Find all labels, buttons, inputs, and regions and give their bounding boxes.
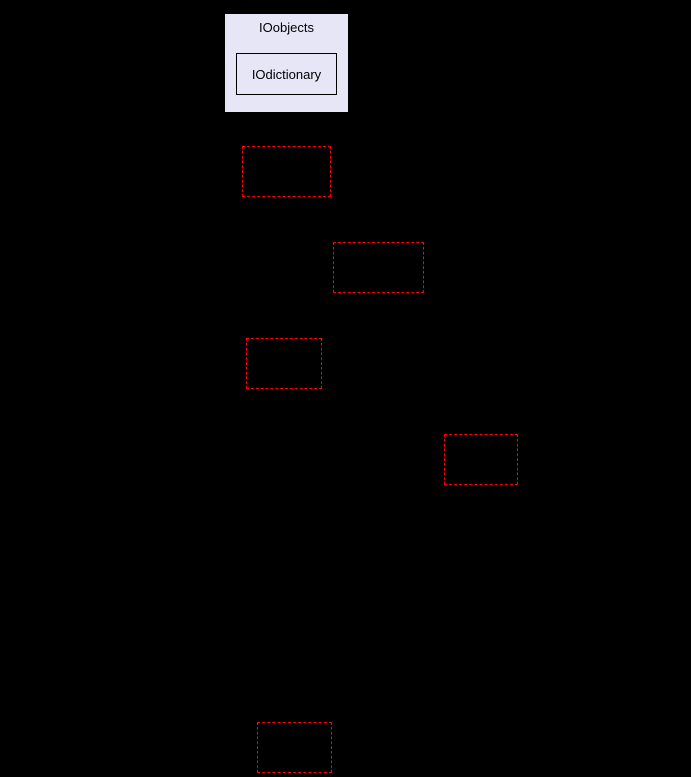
node-4[interactable] <box>444 434 518 485</box>
cluster-label: IOobjects <box>259 20 314 35</box>
node-iodictionary[interactable] <box>236 53 337 95</box>
node-5[interactable] <box>257 722 332 773</box>
node-3[interactable] <box>246 338 322 389</box>
node-iodictionary-label: IOdictionary <box>251 66 322 82</box>
node-1[interactable] <box>242 146 331 197</box>
node-2[interactable] <box>333 242 424 293</box>
